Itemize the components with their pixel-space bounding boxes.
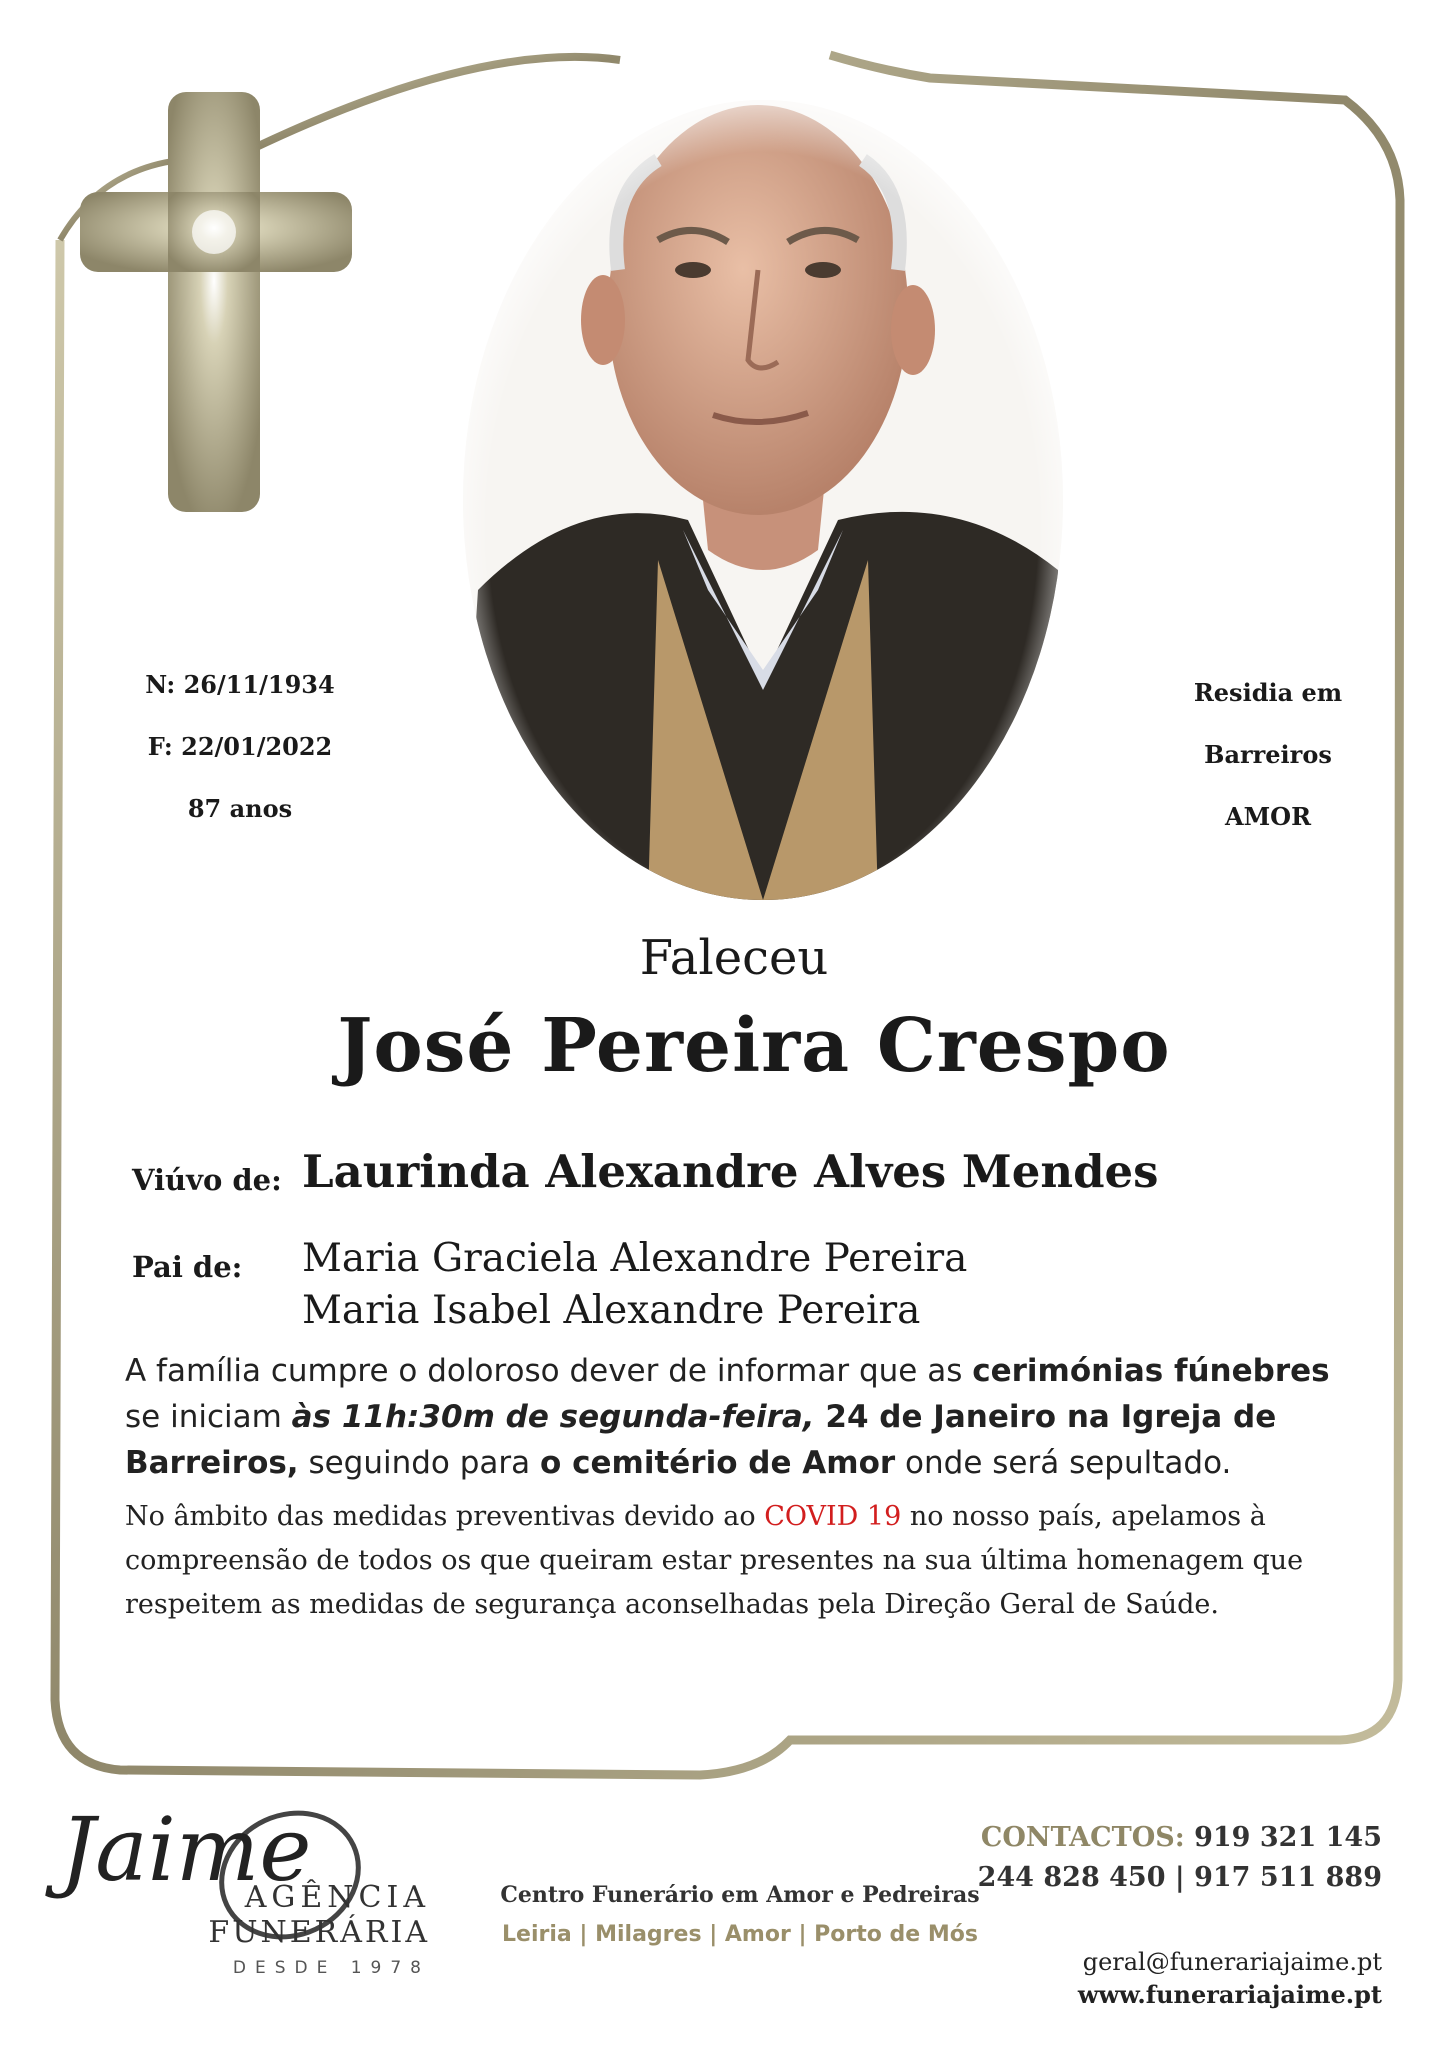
children-label: Pai de:	[132, 1250, 243, 1284]
centre-name: Centro Funerário em Amor e Pedreiras	[500, 1882, 980, 1908]
child-name: Maria Graciela Alexandre Pereira	[302, 1236, 968, 1281]
logo-agencia: AGÊNCIA	[244, 1880, 430, 1915]
deceased-name: José Pereira Crespo	[337, 1003, 1171, 1089]
logo-funeraria: FUNERÁRIA	[208, 1915, 430, 1950]
birth-date: N: 26/11/1934	[145, 670, 335, 699]
cross-icon	[80, 92, 352, 512]
announcement-text: A família cumpre o doloroso dever de informar que as	[125, 1353, 973, 1389]
spouse-name: Laurinda Alexandre Alves Mendes	[302, 1145, 1159, 1198]
residence-label: Residia em	[1193, 678, 1343, 707]
heading-faleceu: Faleceu	[639, 930, 829, 986]
phone-numbers[interactable]: 244 828 450 | 917 511 889	[977, 1862, 1382, 1893]
residence-block	[1158, 676, 1378, 862]
logo-desde: DESDE 1978	[232, 1958, 430, 1978]
announcement-text: seguindo para	[298, 1445, 541, 1481]
covid-highlight: COVID 19	[764, 1501, 902, 1532]
announcement-time: às 11h:30m de segunda-feira,	[291, 1399, 815, 1435]
dates-block	[120, 668, 360, 854]
child-name: Maria Isabel Alexandre Pereira	[302, 1288, 921, 1333]
death-date: F: 22/01/2022	[147, 732, 333, 761]
covid-notice	[125, 1495, 1340, 1627]
announcement-text: onde será sepultado.	[895, 1445, 1232, 1481]
age: 87 anos	[187, 794, 293, 823]
announcement-text: se iniciam	[125, 1399, 292, 1435]
residence-place: Barreiros	[1204, 740, 1332, 769]
covid-notice-text: No âmbito das medidas preventivas devido ao	[125, 1501, 765, 1532]
announcement-ceremonies: cerimónias fúnebres	[972, 1353, 1330, 1389]
logo-brand: Jaime	[60, 1805, 312, 1901]
portrait-photo	[458, 70, 1068, 900]
announcement-date-place: 24 de Janeiro na Igreja de Barreiros,	[125, 1399, 1277, 1481]
spouse-label: Viúvo de:	[132, 1163, 282, 1197]
contacts-line	[900, 1822, 1382, 1853]
covid-notice-text: no nosso país, apelamos à compreensão de todos os que queiram estar presentes na sua última homenagem que respeitem as medidas de segurança aconselhadas pela Direção Geral de Saúde.	[125, 1501, 1304, 1620]
mobile-number[interactable]: 919 321 145	[1194, 1822, 1382, 1853]
contacts-label: CONTACTOS:	[980, 1822, 1185, 1853]
email-link[interactable]: geral@funerariajaime.pt	[1082, 1948, 1382, 1976]
announcement-cemetery: o cemitério de Amor	[540, 1445, 896, 1481]
funeral-announcement	[125, 1348, 1340, 1486]
locations-list: Leiria | Milagres | Amor | Porto de Mós	[502, 1922, 978, 1947]
website-link[interactable]: www.funerariajaime.pt	[1077, 1980, 1382, 2009]
residence-parish: AMOR	[1224, 802, 1312, 831]
